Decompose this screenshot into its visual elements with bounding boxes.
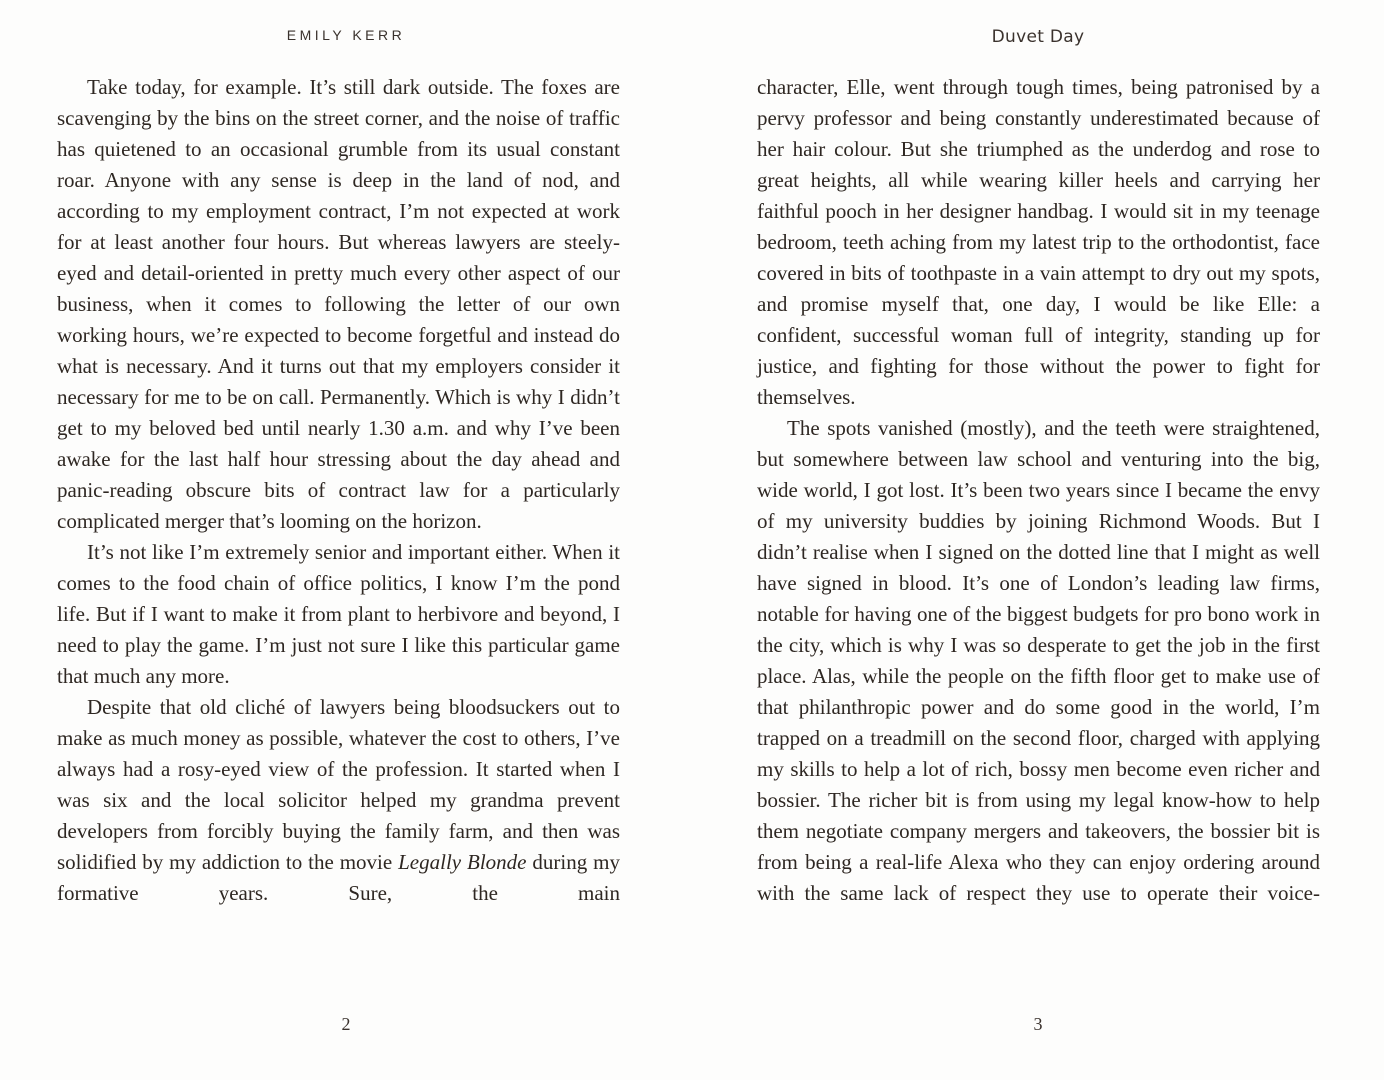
text-run: during my formative years. Sure, the main <box>57 850 620 905</box>
paragraph <box>57 72 620 537</box>
running-header-author: EMILY KERR <box>286 27 406 43</box>
paragraph <box>57 537 620 692</box>
paragraph <box>757 72 1320 413</box>
text-run: Take today, for example. It’s still dark outside. The foxes are scavenging by the bins on the street corner, and the noise of traffic has quietened to an occasional grumble from its usual constant roar. Anyone with any sense is deep in the land of nod, and according to my employment contract, I’m not expected at work for at least another four hours. But whereas lawyers are steely-eyed and detail-oriented in pretty much every other aspect of our business, when it comes to following the letter of our own working hours, we’re expected to become forgetful and instead do what is necessary. And it turns out that my employers consider it necessary for me to be on call. Permanently. Which is why I didn’t get to my beloved bed until nearly 1.30 a.m. and why I’ve been awake for the last half hour stressing about the day ahead and panic-reading obscure bits of contract law for a particularly complicated merger that’s looming on the horizon. <box>57 75 620 533</box>
page-number: 3 <box>1033 1014 1043 1034</box>
text-run: It’s not like I’m extremely senior and important either. When it comes to the food chain of office politics, I know I’m the pond life. But if I want to make it from plant to herbivore and beyond, I need to play the game. I’m just not sure I like this particular game that much any more. <box>57 540 620 688</box>
page-body <box>757 72 1320 909</box>
running-header-title: Duvet Day <box>991 27 1085 47</box>
paragraph <box>757 413 1320 909</box>
page-right <box>692 0 1384 1080</box>
italic-text-run: Legally Blonde <box>398 850 527 874</box>
page-number: 2 <box>341 1014 351 1034</box>
text-run: character, Elle, went through tough times, being patronised by a pervy professor and being constantly underestimated because of her hair colour. But she triumphed as the underdog and rose to great heights, all while wearing killer heels and carrying her faithful pooch in her designer handbag. I would sit in my teenage bedroom, teeth aching from my latest trip to the orthodontist, face covered in bits of toothpaste in a vain attempt to dry out my spots, and promise myself that, one day, I would be like Elle: a confident, successful woman full of integrity, standing up for justice, and fighting for those without the power to fight for themselves. <box>757 75 1320 409</box>
paragraph <box>57 692 620 909</box>
text-run: The spots vanished (mostly), and the teeth were straightened, but somewhere between law school and venturing into the big, wide world, I got lost. It’s been two years since I became the envy of my university buddies by joining Richmond Woods. But I didn’t realise when I signed on the dotted line that I might as well have signed in blood. It’s one of London’s leading law firms, notable for having one of the biggest budgets for pro bono work in the city, which is why I was so desperate to get the job in the first place. Alas, while the people on the fifth floor get to make use of that philanthropic power and do some good in the world, I’m trapped on a treadmill on the second floor, charged with applying my skills to help a lot of rich, bossy men become even richer and bossier. The richer bit is from using my legal know-how to help them negotiate company mergers and takeovers, the bossier bit is from being a real-life Alexa who they can enjoy ordering around with the same lack of respect they use to operate their voice- <box>757 416 1320 905</box>
text-run: Despite that old cliché of lawyers being bloodsuckers out to make as much money as possible, whatever the cost to others, I’ve always had a rosy-eyed view of the profession. It started when I was six and the local solicitor helped my grandma prevent developers from forcibly buying the family farm, and then was solidified by my addiction to the movie <box>57 695 620 874</box>
page-body <box>57 72 620 909</box>
